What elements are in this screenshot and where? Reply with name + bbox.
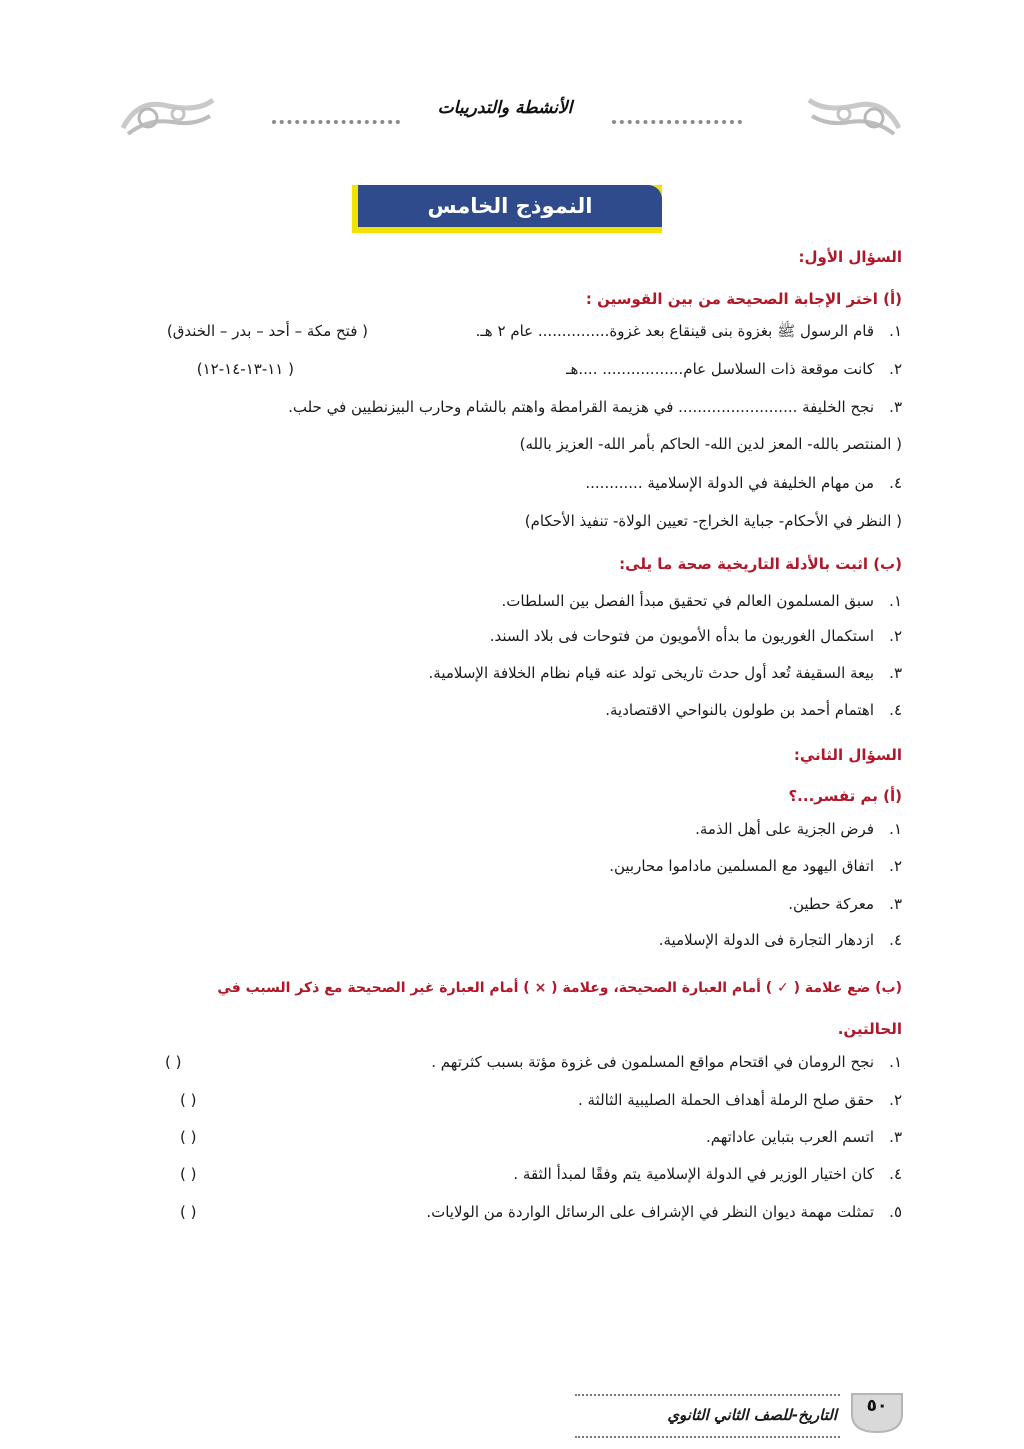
q1a-item-4 <box>585 474 902 492</box>
q1-part-b-heading: (ب) اثبت بالأدلة التاريخية صحة ما يلى: <box>619 555 902 573</box>
q1a-item-1-options: ( فتح مكة – أحد – بدر – الخندق) <box>166 322 368 340</box>
q2a-item-3 <box>788 895 902 913</box>
q1-heading: السؤال الأول: <box>798 248 902 266</box>
q2-part-a-heading: (أ) بم تفسر...؟ <box>788 787 902 805</box>
q1a-item-4-options: ( النظر في الأحكام- جباية الخراج- تعيين الولاة- تنفيذ الأحكام) <box>524 512 902 530</box>
header-dots-left <box>272 106 400 124</box>
q1b-item-1 <box>502 592 902 610</box>
item-number: ١. <box>889 1053 902 1071</box>
q2b-item-5 <box>426 1203 902 1221</box>
q1a-item-1 <box>476 322 902 344</box>
item-number: ٣. <box>889 664 902 682</box>
ornament-left-icon <box>118 88 218 140</box>
page-header <box>0 88 1024 148</box>
header-dots-right <box>612 106 742 124</box>
q1a-item-2-options: ( ١١-١٣-١٤-١٢) <box>196 360 294 378</box>
q1a-item-2 <box>566 360 902 378</box>
q2b-item-4 <box>513 1165 902 1183</box>
header-title: الأنشطة والتدريبات <box>437 98 573 118</box>
item-text: استكمال الغوريون ما بدأه الأمويون من فتوحات فى بلاد السند. <box>489 627 874 645</box>
q1b-item-2 <box>490 627 902 645</box>
item-number: ٤. <box>889 1165 902 1183</box>
item-text: ازدهار التجارة فى الدولة الإسلامية. <box>658 931 874 949</box>
q2a-item-2 <box>609 857 902 875</box>
model-title-box <box>352 185 662 233</box>
item-number: ٣. <box>889 895 902 913</box>
item-text: معركة حطين. <box>788 895 874 913</box>
item-number: ٤. <box>889 931 902 949</box>
q2-part-b-heading-line1: (ب) ضع علامة ( ✓ ) أمام العبارة الصحيحة، وعلامة ( × ) أمام العبارة غير الصحيحة مع ذكر السبب في <box>217 980 902 996</box>
item-number: ٤. <box>889 474 902 492</box>
ornament-right-icon <box>804 88 904 140</box>
answer-blank-2[interactable]: ( ) <box>180 1091 197 1109</box>
answer-blank-5[interactable]: ( ) <box>180 1203 197 1221</box>
q2-part-b-heading-line2: الحالتين. <box>837 1020 902 1038</box>
page-number: ٥٠ <box>866 1396 888 1416</box>
item-number: ٥. <box>889 1203 902 1221</box>
model-title: النموذج الخامس <box>427 194 593 218</box>
footer-dots-top <box>575 1394 840 1396</box>
item-text: اتفاق اليهود مع المسلمين ماداموا محاربين. <box>609 857 874 875</box>
q1-part-a-heading: (أ) اختر الإجابة الصحيحة من بين القوسين : <box>585 290 902 308</box>
item-text: من مهام الخليفة في الدولة الإسلامية ............ <box>585 474 874 492</box>
answer-blank-3[interactable]: ( ) <box>180 1128 197 1146</box>
answer-blank-4[interactable]: ( ) <box>180 1165 197 1183</box>
q2b-item-1 <box>431 1053 902 1071</box>
q2b-item-2 <box>578 1091 902 1109</box>
q2a-item-1 <box>695 820 902 838</box>
item-number: ٢. <box>889 360 902 378</box>
q2a-item-4 <box>659 931 902 949</box>
item-text: كان اختيار الوزير في الدولة الإسلامية يتم وفقًا لمبدأ الثقة . <box>513 1165 874 1183</box>
item-number: ١. <box>889 322 902 340</box>
item-text: نجح الخليفة ......................... في هزيمة القرامطة واهتم بالشام وحارب البيزنطيين في حلب. <box>288 398 874 416</box>
q1b-item-4 <box>605 701 902 719</box>
footer-dots-bottom <box>575 1436 840 1438</box>
item-number: ٢. <box>889 1091 902 1109</box>
item-number: ٣. <box>889 398 902 416</box>
item-number: ١. <box>889 592 902 610</box>
item-text: حقق صلح الرملة أهداف الحملة الصليبية الثالثة . <box>577 1091 874 1109</box>
footer-title: التاريخ-للصف الثاني الثانوي <box>667 1406 837 1424</box>
item-text: كانت موقعة ذات السلاسل عام................. ....هـ <box>566 360 874 378</box>
q2b-item-3 <box>706 1128 902 1146</box>
item-number: ٤. <box>889 701 902 719</box>
item-text: تمثلت مهمة ديوان النظر في الإشراف على الرسائل الواردة من الولايات. <box>426 1203 874 1221</box>
item-text: قام الرسول ﷺ بغزوة بنى قينقاع بعد غزوة............... عام ٢ هـ. <box>475 322 874 340</box>
item-text: نجح الرومان في اقتحام مواقع المسلمون فى غزوة مؤتة بسبب كثرتهم . <box>431 1053 874 1071</box>
item-text: اهتمام أحمد بن طولون بالنواحي الاقتصادية. <box>605 701 874 719</box>
q1b-item-3 <box>429 664 902 682</box>
item-number: ٣. <box>889 1128 902 1146</box>
item-number: ١. <box>889 820 902 838</box>
item-text: بيعة السقيفة تُعد أول حدث تاريخى تولد عنه قيام نظام الخلافة الإسلامية. <box>428 664 874 682</box>
item-text: اتسم العرب بتباين عاداتهم. <box>706 1128 874 1146</box>
q1a-item-3-options: ( المنتصر بالله- المعز لدين الله- الحاكم بأمر الله- العزيز بالله) <box>519 435 902 453</box>
q1a-item-3 <box>288 398 902 416</box>
item-number: ٢. <box>889 627 902 645</box>
item-text: فرض الجزية على أهل الذمة. <box>695 820 874 838</box>
q2-heading: السؤال الثاني: <box>793 746 902 764</box>
item-number: ٢. <box>889 857 902 875</box>
item-text: سبق المسلمون العالم في تحقيق مبدأ الفصل بين السلطات. <box>501 592 874 610</box>
answer-blank-1[interactable]: ( ) <box>165 1053 182 1071</box>
